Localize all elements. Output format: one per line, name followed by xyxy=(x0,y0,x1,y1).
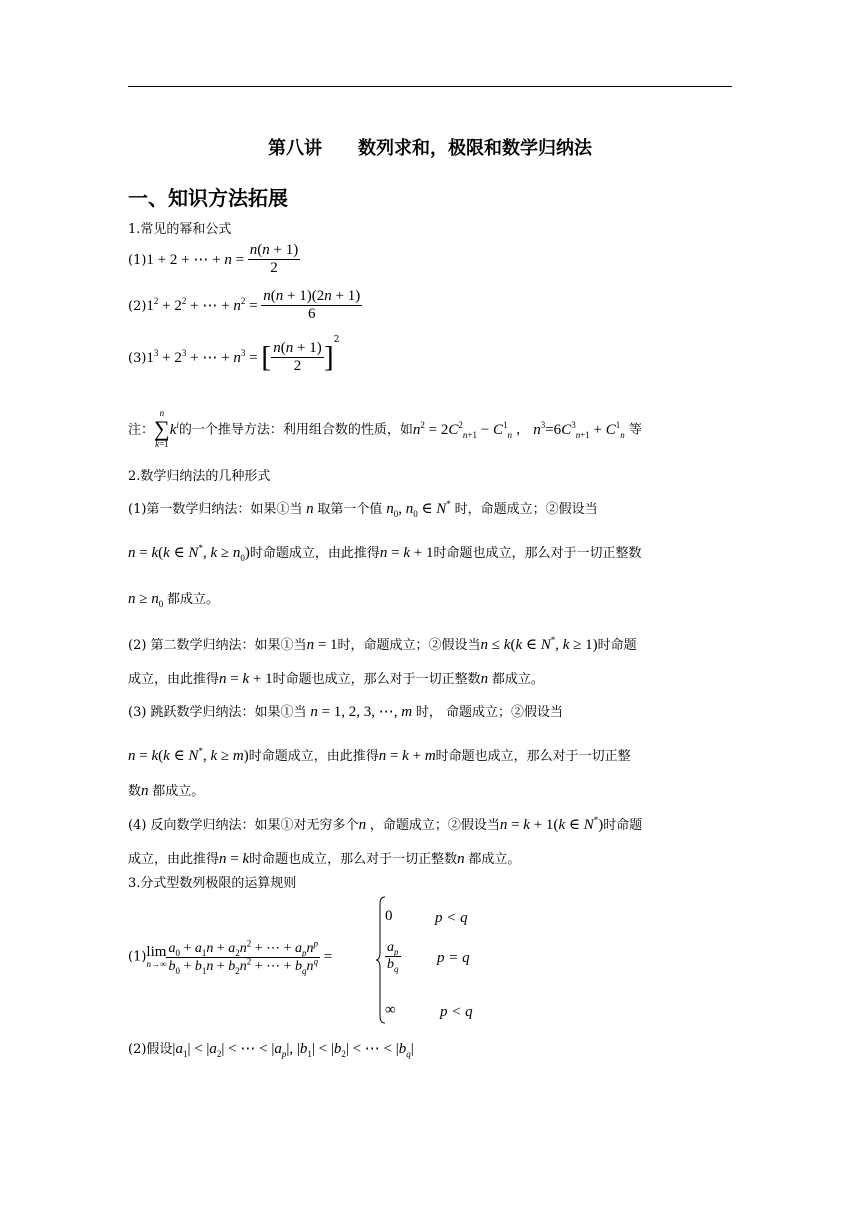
induction-2-line-1: (2) 第二数学归纳法：如果①当n = 1时，命题成立；②假设当n ≤ k(k ∈ N*, k ≥ 1)时命题 xyxy=(128,635,637,653)
case-3-value: ∞ xyxy=(385,1002,396,1018)
induction-4-line-2: 成立，由此推得n = k时命题也成立，那么对于一切正整数n 都成立。 xyxy=(128,851,521,867)
section-heading: 一、知识方法拓展 xyxy=(128,186,288,210)
case-2-value: $\frac{a_p}{b_q}$ xyxy=(387,940,399,974)
induction-1-line-3: $n \ge n_0$ 都成立。 xyxy=(128,591,219,609)
case-1-value: 0 xyxy=(385,908,393,924)
case-1-condition: p < q xyxy=(435,910,468,926)
case-3-condition: p < q xyxy=(440,1004,473,1020)
formula-sum-n: (1)1 + 2 + ⋯ + n = $\frac{n(n + 1)}{2}$ xyxy=(128,242,299,276)
formula-sum-cubes: $(3)1^3 + 2^3$ + ⋯ + $n^3$ = [ $\frac{n(n + 1)}{2}$ ]$^2$ xyxy=(128,334,340,374)
note-line: 注： n ∑ k=1 $k^i$的一个推导方法：利用组合数的性质，如$n^2 = 2C^2_{n+1} - C^1_n$ ， $n^3=6C^3_{n+1} + C^1_n$ 等 xyxy=(128,408,642,449)
induction-3-line-1: (3) 跳跃数学归纳法：如果①当 n = 1, 2, 3, ⋯, m 时， 命题成立；②假设当 xyxy=(128,704,564,720)
page-title: 第八讲 数列求和，极限和数学归纳法 xyxy=(268,138,592,159)
subheading-limit-rules: 3.分式型数列极限的运算规则 xyxy=(128,876,297,891)
limit-formula: (1) lim n→∞ $\frac{a_0 + a_1n + a_2n^2 + \cdots + a_pn^p}{b_0 + b_1n + b_2n^2 + \cdots + b_qn^q}$ = xyxy=(128,938,333,976)
induction-2-line-2: 成立，由此推得n = k + 1时命题也成立，那么对于一切正整数n 都成立。 xyxy=(128,671,544,687)
case-2-condition: p = q xyxy=(437,950,470,966)
subheading-power-sums: 1.常见的幂和公式 xyxy=(128,222,232,237)
induction-3-line-2: n = k(k ∈ N*, k ≥ m)时命题成立，由此推得n = k + m时命题也成立，那么对于一切正整 xyxy=(128,746,631,764)
induction-1-line-1: (1)第一数学归纳法：如果①当 n 取第一个值 $n_0$, $n_0$ ∈ N* 时，命题成立；②假设当 xyxy=(128,499,598,519)
subheading-induction: 2.数学归纳法的几种形式 xyxy=(128,469,271,484)
formula-sum-squares: $(2)1^2 + 2^2$ + ⋯ + $n^2$ = $\frac{n(n + 1)(2n + 1)}{6}$ xyxy=(128,288,361,322)
induction-4-line-1: (4) 反向数学归纳法：如果①对无穷多个n ，命题成立；②假设当n = k + 1(k ∈ N*)时命题 xyxy=(128,815,643,833)
induction-1-line-2: n = k(k ∈ N*, $k \ge n_0$)时命题成立，由此推得n = k + 1时命题也成立，那么对于一切正整数 xyxy=(128,543,642,563)
induction-3-line-3: 数n 都成立。 xyxy=(128,783,205,799)
top-rule xyxy=(128,86,732,87)
assumption-line: (2)假设$|a_1| < |a_2|$ < ⋯ < $|a_p|$, $|b_1| < |b_2|$ < ⋯ < $|b_q|$ xyxy=(128,1041,414,1059)
